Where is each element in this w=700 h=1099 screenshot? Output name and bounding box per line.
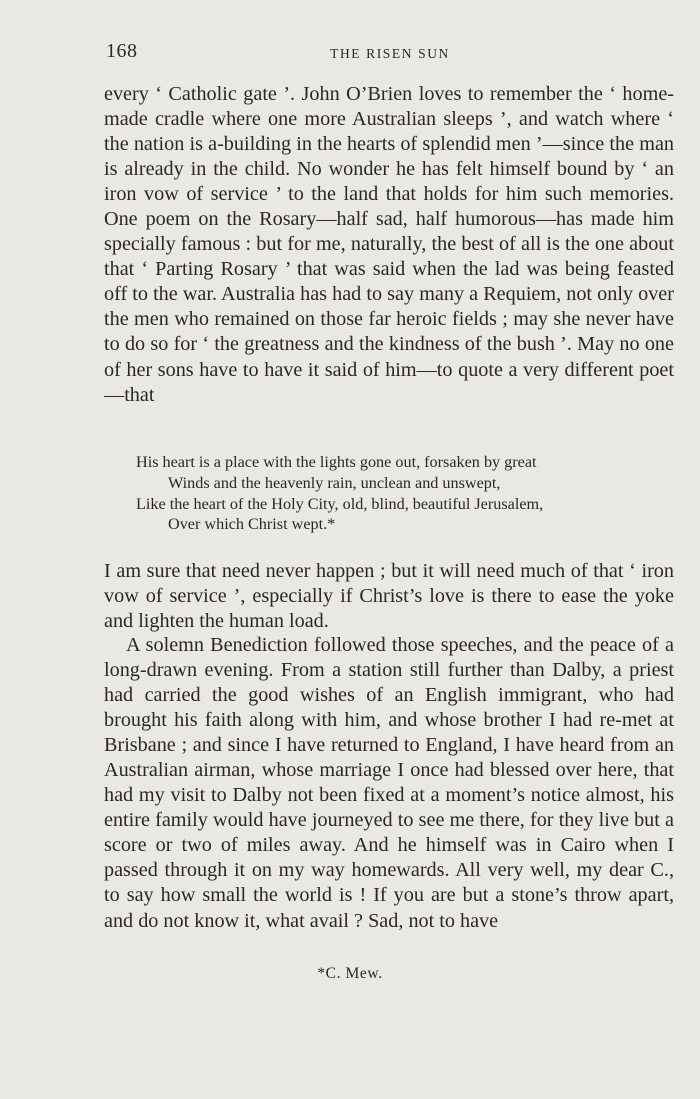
body-paragraph-2: I am sure that need never happen ; but it will need much of that ‘ iron vow of service ’, especially if Christ’s love is there to ease the yoke and lighten the human load.	[104, 560, 674, 633]
body-paragraph-3: A solemn Benediction followed those speeches, and the peace of a long-drawn evening. From a station still further than Dalby, a priest had carried the good wishes of an English immigrant, who had brought his faith along with him, and whose brother I had re-met at Brisbane ; and since I have returned to England, I have heard from an Australian airman, whose marriage I once had blessed over here, that had my visit to Dalby not been fixed at a moment’s notice almost, his entire family would have journeyed to see me there, for they live but a score or two of miles away. And he himself was in Cairo when I passed through it on my way homewards. All very well, my dear C., to say how small the world is ! If you are but a stone’s throw apart, and do not know it, what avail ? Sad, not to have	[104, 634, 674, 932]
page-number: 168	[106, 40, 138, 62]
page-header	[106, 40, 674, 64]
poem-line: His heart is a place with the lights gone out, forsaken by great	[136, 453, 537, 471]
poem-line: Like the heart of the Holy City, old, blind, beautiful Jerusalem,	[136, 494, 544, 513]
body-paragraph-1: every ‘ Catholic gate ’. John O’Brien loves to remember the ‘ home-made cradle where one more Australian sleeps ’, and watch where ‘ the nation is a-building in the hearts of splendid men ’—since the man is already in the child. No wonder he has felt himself bound by ‘ an iron vow of service ’ to the land that holds for him such memories. One poem on the Rosary—half sad, half humorous—has made him specially famous : but for me, naturally, the best of all is the one about that ‘ Parting Rosary ’ that was said when the lad was being feasted off to the war. Australia has had to say many a Requiem, not only over the men who remained on those far heroic fields ; may she never have to do so for ‘ the greatness and the kindness of the bush ’. May no one of her sons have to have it said of him—to quote a very different poet—that	[104, 83, 674, 406]
poem-line: Over which Christ wept.*	[168, 515, 336, 534]
footnote: *C. Mew.	[317, 965, 383, 982]
running-head: THE RISEN SUN	[330, 46, 450, 61]
poem-line: Winds and the heavenly rain, unclean and unswept,	[168, 473, 501, 492]
poem-quotation	[136, 452, 676, 535]
